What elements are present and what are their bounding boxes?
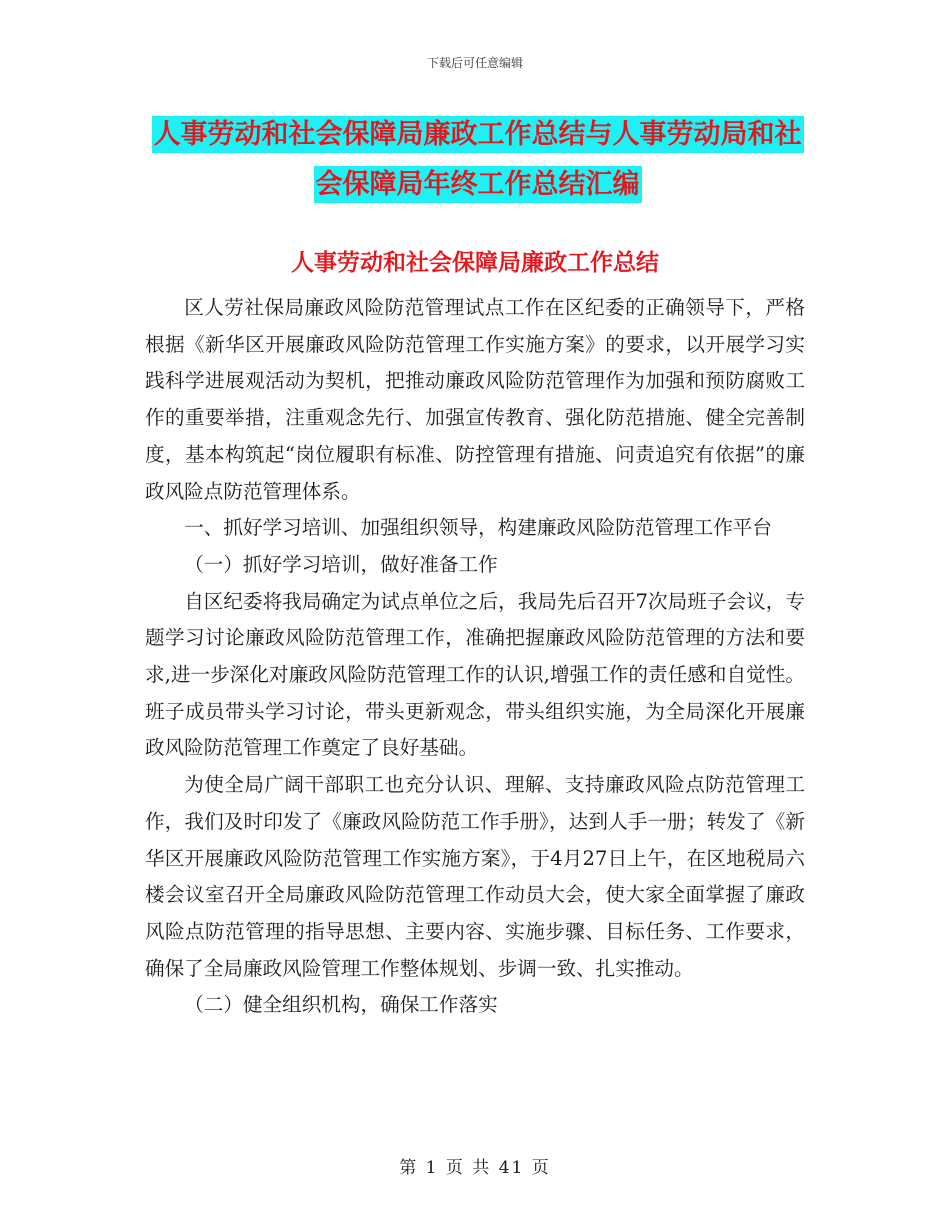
paragraph-mobilize: 为使全局广阔干部职工也充分认识、理解、支持廉政风险点防范管理工作，我们及时印发了《廉政风险防范工作手册》，达到人手一册；转发了《新华区开展廉政风险防范管理工作实施方案》，于4月27日上午，在区地税局六楼会议室召开全局廉政风险防范管理工作动员大会，使大家全面掌握了廉政风险点防范管理的指导思想、主要内容、实施步骤、目标任务、工作要求，确保了全局廉政风险管理工作整体规划、步调一致、扎实推动。 [145,773,805,980]
paragraph-study: 自区纪委将我局确定为试点单位之后，我局先后召开7次局班子会议，专题学习讨论廉政风险防范管理工作，准确把握廉政风险防范管理的方法和要求,进一步深化对廉政风险防范管理工作的认识,增强工作的责任感和自觉性。班子成员带头学习讨论，带头更新观念，带头组织实施，为全局深化开展廉政风险防范管理工作奠定了良好基础。 [145,589,805,760]
body-text [145,290,805,1024]
header-note: 下载后可任意编辑 [426,56,523,70]
heading-part-one: 一、抓好学习培训、加强组织领导，构建廉政风险防范管理工作平台 [184,516,772,540]
main-title-text: 人事劳动和社会保障局廉政工作总结与人事劳动局和社会保障局年终工作总结汇编 [152,116,804,203]
paragraph-intro: 区人劳社保局廉政风险防范管理试点工作在区纪委的正确领导下，严格根据《新华区开展廉政风险防范管理工作实施方案》的要求，以开展学习实践科学进展观活动为契机，把推动廉政风险防范管理作为加强和预防腐败工作的重要举措，注重观念先行、加强宣传教育、强化防范措施、健全完善制度，基本构筑起“岗位履职有标准、防控管理有措施、问责追究有依据”的廉政风险点防范管理体系。 [145,296,805,503]
main-title [145,110,810,210]
page-footer: 第 1 页 共 41 页 [399,1158,551,1178]
section-title: 人事劳动和社会保障局廉政工作总结 [291,250,659,276]
subheading-two: （二）健全组织机构，确保工作落实 [184,993,498,1017]
subheading-one: （一）抓好学习培训，做好准备工作 [184,552,498,576]
